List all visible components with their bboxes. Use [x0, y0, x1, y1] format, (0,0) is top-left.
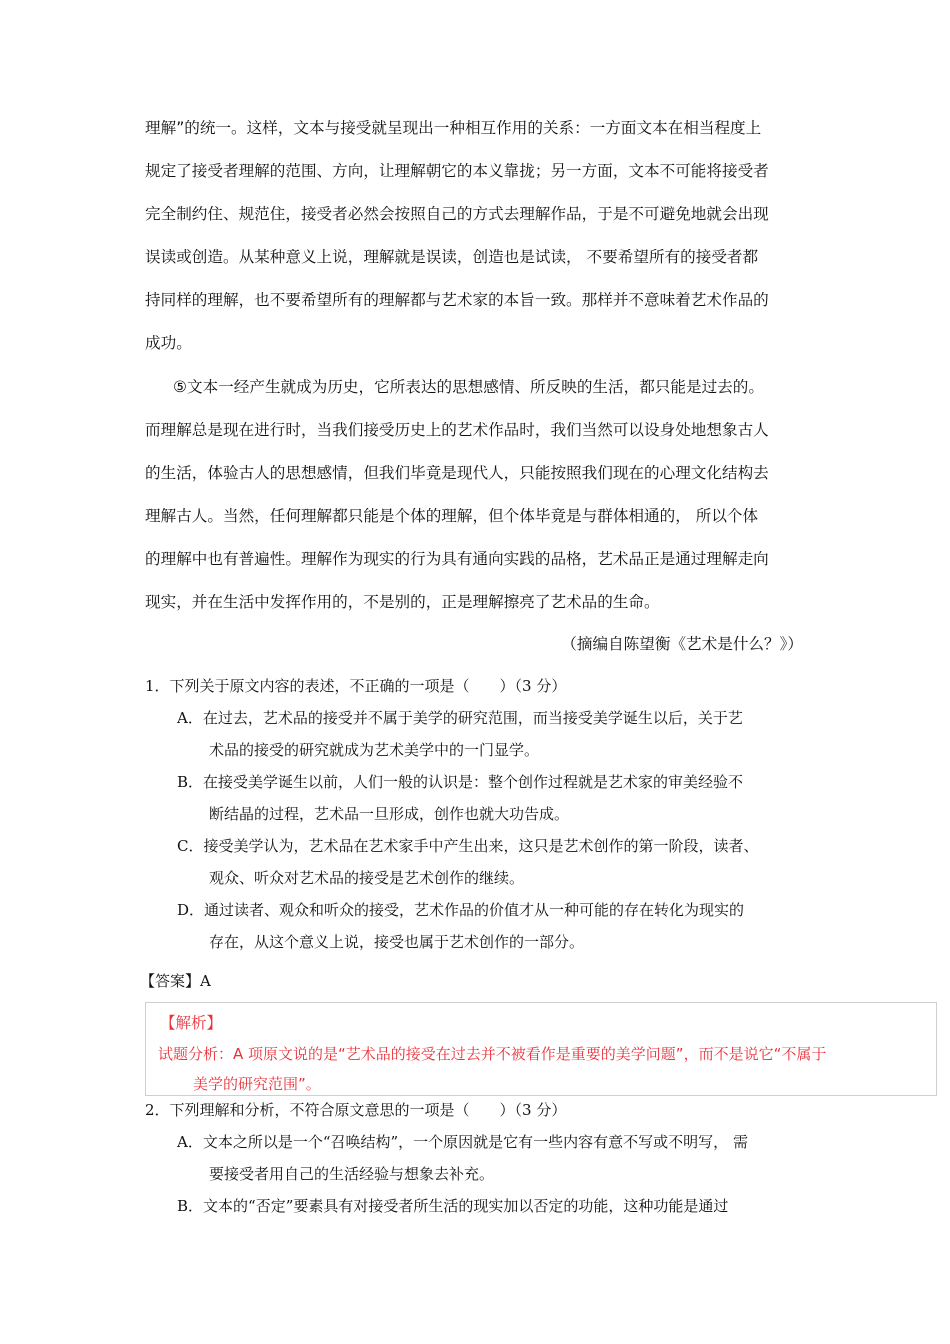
option-text: B．在接受美学诞生以前，人们一般的认识是：整个创作过程就是艺术家的审美经验不: [177, 773, 744, 791]
answer-label: 【答案】A: [140, 972, 211, 990]
option-d: [177, 894, 810, 958]
option-a: [177, 702, 810, 766]
text-line: 完全制约住、规范住，接受者必然会按照自己的方式去理解作品，于是不可避免地就会出现: [145, 205, 769, 223]
option-text: 存在，从这个意义上说，接受也属于艺术创作的一部分。: [209, 933, 585, 951]
option-text: 要接受者用自己的生活经验与想象去补充。: [209, 1165, 495, 1183]
option-b: [177, 1190, 810, 1222]
analysis-title: 【解析】: [160, 1014, 223, 1032]
text-line: 现实，并在生活中发挥作用的，不是别的，正是理解擦亮了艺术品的生命。: [145, 593, 660, 611]
option-text: 术品的接受的研究就成为艺术美学中的一门显学。: [209, 741, 540, 759]
text-line: 的生活，体验古人的思想感情，但我们毕竟是现代人，只能按照我们现在的心理文化结构去: [145, 464, 769, 482]
text-line: 误读或创造。从某种意义上说，理解就是误读，创造也是试读， 不要希望所有的接受者都: [145, 248, 759, 266]
text-line: 而理解总是现在进行时，当我们接受历史上的艺术作品时，我们当然可以设身处地想象古人: [145, 421, 769, 439]
analysis-text: 美学的研究范围”。: [193, 1075, 321, 1093]
passage-paragraph-4: [145, 107, 810, 365]
option-text: C．接受美学认为，艺术品在艺术家手中产生出来，这只是艺术创作的第一阶段，读者、: [177, 837, 759, 855]
text-line: 规定了接受者理解的范围、方向，让理解朝它的本义靠拢；另一方面，文本不可能将接受者: [145, 162, 769, 180]
option-b: [177, 766, 810, 830]
option-text: A．在过去，艺术品的接受并不属于美学的研究范围，而当接受美学诞生以后，关于艺: [177, 709, 743, 727]
text-line: 理解”的统一。这样，文本与接受就呈现出一种相互作用的关系：一方面文本在相当程度上: [145, 119, 762, 137]
question-1: [145, 670, 810, 958]
option-text: A．文本之所以是一个“召唤结构”，一个原因就是它有一些内容有意不写或不明写， 需: [177, 1133, 748, 1151]
text-line: 持同样的理解，也不要希望所有的理解都与艺术家的本旨一致。那样并不意味着艺术作品的: [145, 291, 769, 309]
option-text: 断结晶的过程，艺术品一旦形成，创作也就大功告成。: [209, 805, 570, 823]
text-line: ⑤文本一经产生就成为历史，它所表达的思想感情、所反映的生活，都只能是过去的。: [173, 378, 764, 396]
passage-source: （摘编自陈望衡《艺术是什么？》）: [561, 635, 803, 653]
analysis-text: 试题分析：A 项原文说的是“艺术品的接受在过去并不被看作是重要的美学问题”，而不是说它“不属于: [158, 1045, 827, 1063]
analysis-box: [145, 1002, 937, 1096]
option-a: [177, 1126, 810, 1190]
option-text: B．文本的“否定”要素具有对接受者所生活的现实加以否定的功能，这种功能是通过: [177, 1197, 729, 1215]
question-stem: 2．下列理解和分析，不符合原文意思的一项是（ ）（3 分）: [145, 1101, 567, 1119]
option-c: [177, 830, 810, 894]
option-text: 观众、听众对艺术品的接受是艺术创作的继续。: [209, 869, 525, 887]
question-2: [145, 1094, 810, 1222]
passage-paragraph-5: [145, 366, 810, 624]
option-text: D．通过读者、观众和听众的接受，艺术作品的价值才从一种可能的存在转化为现实的: [177, 901, 745, 919]
question-stem: 1．下列关于原文内容的表述，不正确的一项是（ ）（3 分）: [145, 677, 567, 695]
text-line: 成功。: [145, 334, 192, 352]
text-line: 理解古人。当然，任何理解都只能是个体的理解，但个体毕竟是与群体相通的， 所以个体: [145, 507, 759, 525]
text-line: 的理解中也有普遍性。理解作为现实的行为具有通向实践的品格，艺术品正是通过理解走向: [145, 550, 769, 568]
